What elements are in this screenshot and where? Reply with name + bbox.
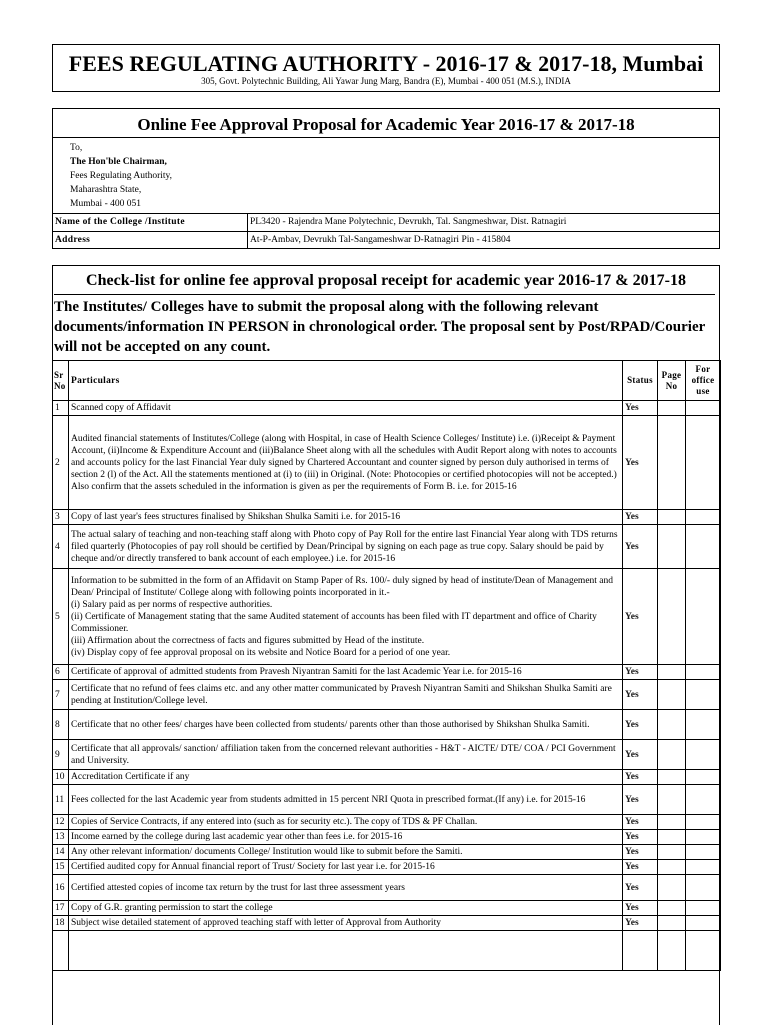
row-page-no [658, 740, 686, 770]
table-row [53, 416, 721, 510]
row-status: Yes [623, 785, 658, 815]
row-number: 6 [53, 665, 69, 680]
addressee-line: Mumbai - 400 051 [70, 199, 141, 209]
row-status: Yes [623, 665, 658, 680]
row-particulars: The actual salary of teaching and non-teaching staff along with Photo copy of Pay Roll for the entire last Financial Year along with TDS returns filed quarterly (Photocopies of pay roll should be certified by Dean/Principal by signing on each page as true copy. Salary should be paid by cheque and/or directly transfered to bank account of each employee.) i.e. for 2015-16 [69, 525, 623, 569]
table-row [53, 665, 721, 680]
row-status: Yes [623, 875, 658, 901]
row-office-use [686, 830, 721, 845]
row-page-no [658, 815, 686, 830]
row-number: 4 [53, 525, 69, 569]
college-address-row [53, 231, 719, 249]
college-address-value: At-P-Ambav, Devrukh Tal-Sangameshwar D-Ratnagiri Pin - 415804 [250, 235, 511, 245]
row-particulars: Copies of Service Contracts, if any entered into (such as for security etc.). The copy of TDS & PF Challan. [69, 815, 623, 830]
row-number: 14 [53, 845, 69, 860]
row-status: Yes [623, 740, 658, 770]
row-office-use [686, 401, 721, 416]
row-particulars: Any other relevant information/ documents College/ Institution would like to submit before the Samiti. [69, 845, 623, 860]
row-status: Yes [623, 770, 658, 785]
table-row [53, 875, 721, 901]
table-row [53, 830, 721, 845]
table-row [53, 916, 721, 931]
row-status: Yes [623, 901, 658, 916]
table-row [53, 510, 721, 525]
row-number: 16 [53, 875, 69, 901]
row-number: 10 [53, 770, 69, 785]
addressee-line: Maharashtra State, [70, 185, 142, 195]
table-row [53, 401, 721, 416]
authority-header [52, 44, 720, 92]
row-page-no [658, 401, 686, 416]
row-particulars: Scanned copy of Affidavit [69, 401, 623, 416]
row-status: Yes [623, 845, 658, 860]
row-office-use [686, 416, 721, 510]
table-header-row [53, 361, 721, 401]
row-page-no [658, 569, 686, 665]
addressee-block [70, 141, 172, 211]
row-particulars: Fees collected for the last Academic year from students admitted in 15 percent NRI Quota in prescribed format.(If any) i.e. for 2015-16 [69, 785, 623, 815]
row-page-no [658, 875, 686, 901]
row-number: 1 [53, 401, 69, 416]
proposal-section [52, 108, 720, 249]
row-number: 17 [53, 901, 69, 916]
row-page-no [658, 901, 686, 916]
row-page-no [658, 510, 686, 525]
college-name-row [53, 213, 719, 231]
table-row [53, 815, 721, 830]
row-particulars: Audited financial statements of Institutes/College (along with Hospital, in case of Health Science Colleges/ Institute) i.e. (i)Receipt & Payment Account, (ii)Income & Expenditure Account and (iii)Balance Sheet along with all the schedules with Audit Report along with notes to accounts and accounts policy for the last Financial Year duly signed by Chartered Accountant and counter signed by person duly authorised in terms of section 2 (l) of the Act. All the statements mentioned at (i) to (iii) in Original. (Note: Photocopies or certified photocopies will not be accepted.) Also confirm that the assets scheduled in the information is given as per the requirements of Form B. i.e. for 2015-16 [69, 416, 623, 510]
table-row [53, 860, 721, 875]
row-status: Yes [623, 815, 658, 830]
checklist-title: Check-list for online fee approval proposal receipt for academic year 2016-17 & 2017-18 [86, 272, 686, 289]
row-page-no [658, 680, 686, 710]
row-number: 7 [53, 680, 69, 710]
addressee-line: To, [70, 143, 83, 153]
row-office-use [686, 665, 721, 680]
col-office-use: For office use [686, 361, 721, 401]
row-particulars: Accreditation Certificate if any [69, 770, 623, 785]
row-number: 11 [53, 785, 69, 815]
row-status: Yes [623, 680, 658, 710]
row-status: Yes [623, 710, 658, 740]
college-name-label: Name of the College /Institute [55, 217, 185, 227]
row-page-no [658, 710, 686, 740]
row-status: Yes [623, 510, 658, 525]
row-number: 5 [53, 569, 69, 665]
row-particulars: Copy of last year's fees structures finalised by Shikshan Shulka Samiti i.e. for 2015-16 [69, 510, 623, 525]
row-page-no [658, 860, 686, 875]
empty-cell [69, 931, 623, 971]
checklist-table [52, 360, 721, 971]
row-office-use [686, 815, 721, 830]
row-office-use [686, 770, 721, 785]
row-office-use [686, 785, 721, 815]
row-page-no [658, 916, 686, 931]
table-row [53, 845, 721, 860]
empty-cell [686, 931, 721, 971]
row-status: Yes [623, 569, 658, 665]
empty-cell [658, 931, 686, 971]
row-page-no [658, 525, 686, 569]
row-office-use [686, 916, 721, 931]
row-page-no [658, 785, 686, 815]
row-office-use [686, 680, 721, 710]
row-office-use [686, 710, 721, 740]
row-office-use [686, 901, 721, 916]
row-status: Yes [623, 916, 658, 931]
row-number: 13 [53, 830, 69, 845]
college-address-label: Address [55, 235, 91, 245]
row-particulars: Income earned by the college during last academic year other than fees i.e. for 2015-16 [69, 830, 623, 845]
addressee-line: Fees Regulating Authority, [70, 171, 173, 181]
row-office-use [686, 510, 721, 525]
row-particulars: Certificate of approval of admitted students from Pravesh Niyantran Samiti for the last Academic Year i.e. for 2015-16 [69, 665, 623, 680]
table-row [53, 569, 721, 665]
addressee-line: The Hon'ble Chairman, [70, 157, 167, 167]
row-office-use [686, 875, 721, 901]
row-number: 2 [53, 416, 69, 510]
col-page-no: Page No [658, 361, 686, 401]
row-status: Yes [623, 525, 658, 569]
table-row [53, 770, 721, 785]
row-particulars: Certificate that no other fees/ charges have been collected from students/ parents other than those authorised by Shikshan Shulka Samiti. [69, 710, 623, 740]
row-status: Yes [623, 860, 658, 875]
row-particulars: Certificate that no refund of fees claims etc. and any other matter communicated by Pravesh Niyantran Samiti and Shikshan Shulka Samiti are pending at Institution/College level. [69, 680, 623, 710]
authority-address: 305, Govt. Polytechnic Building, Ali Yawar Jung Marg, Bandra (E), Mumbai - 400 051 (M.S.), INDIA [201, 76, 571, 86]
row-office-use [686, 525, 721, 569]
row-office-use [686, 860, 721, 875]
table-row [53, 525, 721, 569]
row-number: 12 [53, 815, 69, 830]
empty-cell [53, 931, 69, 971]
col-status: Status [623, 361, 658, 401]
row-number: 15 [53, 860, 69, 875]
row-page-no [658, 770, 686, 785]
table-row [53, 901, 721, 916]
col-sr-no: Sr No [53, 361, 69, 401]
row-number: 9 [53, 740, 69, 770]
row-status: Yes [623, 416, 658, 510]
row-particulars: Certified attested copies of income tax return by the trust for last three assessment years [69, 875, 623, 901]
row-page-no [658, 845, 686, 860]
proposal-title: Online Fee Approval Proposal for Academic Year 2016-17 & 2017-18 [137, 115, 635, 134]
col-particulars: Particulars [69, 361, 623, 401]
table-row [53, 710, 721, 740]
college-name-value: PL3420 - Rajendra Mane Polytechnic, Devrukh, Tal. Sangmeshwar, Dist. Ratnagiri [250, 217, 567, 227]
row-status: Yes [623, 401, 658, 416]
empty-cell [623, 931, 658, 971]
row-particulars: Certificate that all approvals/ sanction/ affiliation taken from the concerned relevant authorities - H&T - AICTE/ DTE/ COA / PCI Government and University. [69, 740, 623, 770]
table-row [53, 740, 721, 770]
row-particulars: Information to be submitted in the form of an Affidavit on Stamp Paper of Rs. 100/- duly signed by head of institute/Dean of Management and Dean/ Principal of Institute/ College along with following points incorporated in it.- (i) Salary paid as per norms of respective authorities. (ii) Certificate of Management stating that the same Audited statement of accounts has been filed with IT department and office of Charity Commissioner. (iii) Affirmation about the correctness of facts and figures submitted by Head of the institute. (iv) Display copy of fee approval proposal on its website and Notice Board for a period of one year. [69, 569, 623, 665]
row-office-use [686, 845, 721, 860]
row-page-no [658, 416, 686, 510]
checklist-section [52, 265, 720, 1025]
table-row [53, 680, 721, 710]
row-page-no [658, 665, 686, 680]
authority-title: FEES REGULATING AUTHORITY - 2016-17 & 2017-18, Mumbai [68, 51, 704, 76]
table-row [53, 931, 721, 971]
row-particulars: Copy of G.R. granting permission to start the college [69, 901, 623, 916]
row-number: 3 [53, 510, 69, 525]
row-number: 8 [53, 710, 69, 740]
row-page-no [658, 830, 686, 845]
table-row [53, 785, 721, 815]
row-particulars: Certified audited copy for Annual financial report of Trust/ Society for last year i.e. for 2015-16 [69, 860, 623, 875]
row-office-use [686, 569, 721, 665]
row-status: Yes [623, 830, 658, 845]
row-particulars: Subject wise detailed statement of approved teaching staff with letter of Approval from Authority [69, 916, 623, 931]
row-number: 18 [53, 916, 69, 931]
checklist-intro: The Institutes/ Colleges have to submit the proposal along with the following relevant documents/information IN PERSON in chronological order. The proposal sent by Post/RPAD/Courier will not be accepted on any count. [54, 294, 715, 357]
row-office-use [686, 740, 721, 770]
